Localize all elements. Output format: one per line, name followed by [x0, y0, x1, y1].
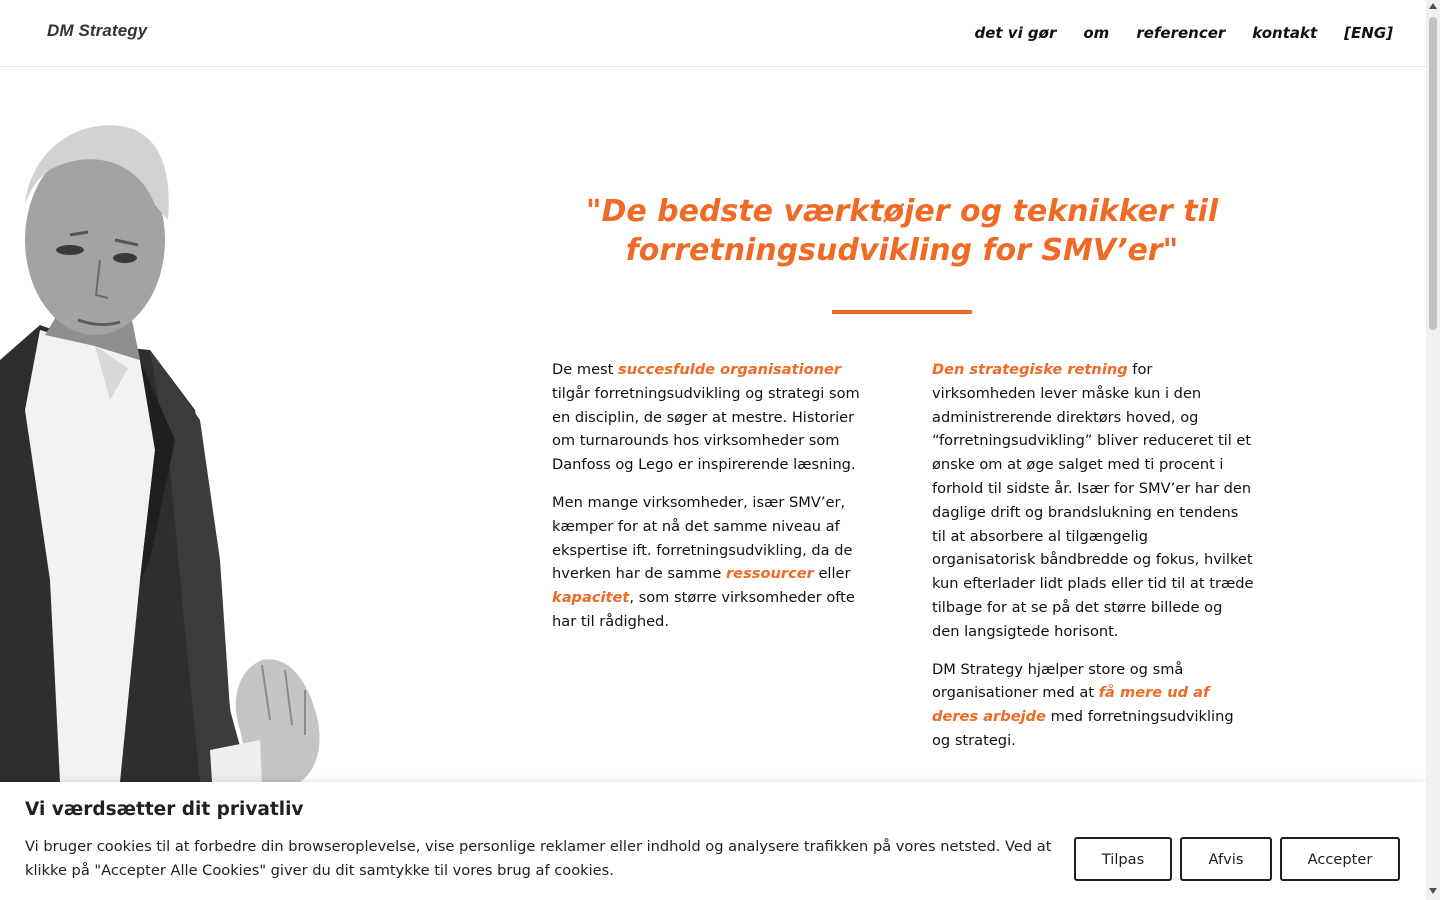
page-scrollbar[interactable] [1426, 0, 1440, 900]
highlight-text: Den strategiske retning [932, 361, 1128, 378]
intro-column-left [552, 358, 874, 648]
scroll-up-arrow-icon[interactable] [1429, 3, 1437, 9]
cookie-consent-banner [0, 782, 1426, 900]
nav-item-det-vi-gor[interactable]: det vi gør [974, 24, 1057, 42]
text-run: med forretningsudvikling og strategi. [932, 708, 1234, 749]
scroll-down-arrow-icon[interactable] [1429, 888, 1437, 894]
hero-quote-line-1: "De bedste værktøjer og teknikker til [585, 194, 1219, 229]
hero-quote-line-2: forretningsudvikling for SMV’er" [625, 233, 1179, 268]
site-header [0, 0, 1426, 67]
scrollbar-thumb[interactable] [1429, 17, 1437, 330]
customize-cookies-button[interactable]: Tilpas [1074, 837, 1172, 881]
text-run: eller [813, 565, 851, 583]
text-run: De mest [552, 361, 619, 378]
highlight-text: ressourcer [725, 565, 814, 583]
accept-cookies-button[interactable]: Accepter [1280, 837, 1400, 881]
text-run: Men mange virksomheder, især SMV’er, kæmper for at nå det samme niveau af ekspertise ift. forretningsudvikling, da de hverken har de samme [552, 493, 853, 583]
paragraph [552, 358, 874, 477]
cookie-description: Vi bruger cookies til at forbedre din browseroplevelse, vise personlige reklamer eller indhold og analysere trafikken på vores netsted. Ved at klikke på "Accepter Alle Cookies" giver du dit samtykke til vores brug af cookies. [25, 838, 1052, 879]
paragraph [932, 358, 1254, 644]
paragraph [932, 658, 1254, 753]
portrait-photo [0, 110, 330, 782]
reject-cookies-button[interactable]: Afvis [1180, 837, 1272, 881]
intro-column-right [932, 358, 1254, 767]
site-logo[interactable]: DM Strategy [47, 21, 148, 40]
highlight-text: få mere ud af deres arbejde [932, 684, 1210, 726]
nav-item-language-eng[interactable]: [ENG] [1344, 24, 1393, 42]
paragraph [552, 491, 874, 634]
accent-divider [832, 310, 972, 314]
highlight-text: succesfulde organisationer [618, 361, 842, 378]
cookie-title: Vi værdsætter dit privatliv [25, 799, 304, 820]
nav-item-kontakt[interactable]: kontakt [1252, 24, 1318, 42]
nav-item-om[interactable]: om [1083, 24, 1110, 42]
text-run: DM Strategy hjælper store og små organisationer med at [932, 660, 1184, 702]
main-nav [974, 24, 1393, 42]
hero-quote [552, 192, 1252, 270]
nav-item-referencer[interactable]: referencer [1136, 24, 1226, 42]
text-run: tilgår forretningsudvikling og strategi som en disciplin, de søger at mestre. Historier om turnarounds hos virksomheder som Danfoss og Lego er inspirerende læsning. [552, 384, 860, 474]
text-run: , som større virksomheder ofte har til rådighed. [552, 589, 855, 630]
highlight-text: kapacitet [552, 589, 630, 607]
text-run: for virksomheden lever måske kun i den administrerende direktørs hoved, og “forretningsudvikling” bliver reduceret til et ønske om at øge salget med ti procent i forhold til sidste år. Især for SMV’er har den daglige drift og brandslukning en tendens til at absorbere al tilgængelig organisatorisk båndbredde og fokus, hvilket kun efterlader lidt plads eller tid til at træde tilbage for at se på det større billede og den langsigtede horisont. [932, 361, 1254, 640]
